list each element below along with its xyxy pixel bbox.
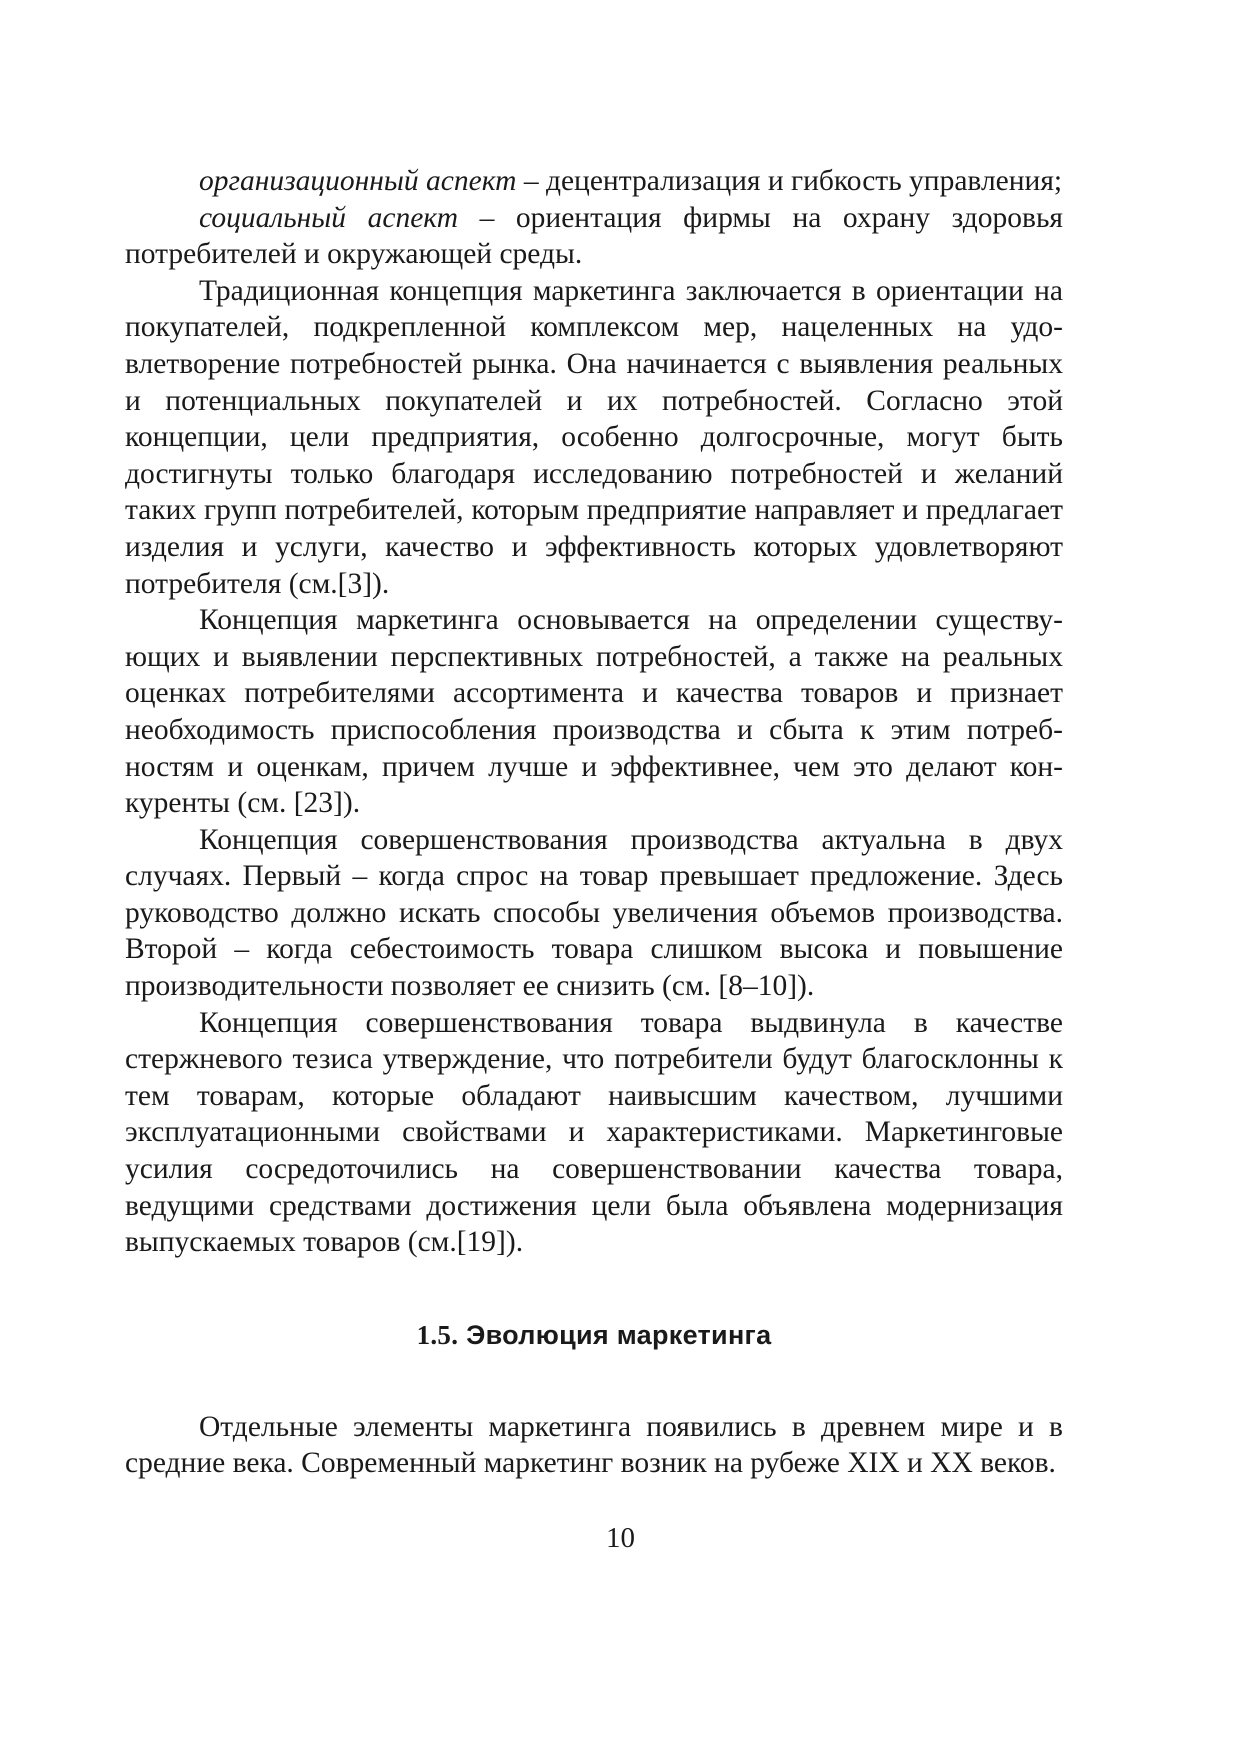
paragraph-evolution-intro: Отдельные элементы маркетинга появились в древнем мире и в средние века. Современный маркетинг возник на рубеже XIX и XX веков.: [125, 1410, 1063, 1480]
paragraph-organizational-aspect: [125, 163, 1063, 200]
page-body: [125, 163, 1063, 1482]
definition-social-aspect: – ориентация фирмы на охрану здоровья потребителей и окружающей среды.: [125, 201, 1063, 271]
paragraph-marketing-concept: Концепция маркетинга основывается на определении существующих и выявлении перспективных потребностей, а также на реальных оценках потребителями ассортимента и качества товаров и признает необходимость приспособления производства и сбыта к этим потребностям и оценкам, причем лучше и эффективнее, чем это делают конкуренты (см. [23]).: [125, 604, 1063, 820]
definition-organizational-aspect: – децентрализация и гибкость управления;: [516, 165, 1063, 197]
paragraph-production-concept: Концепция совершенствования производства актуальна в двух случаях. Первый – когда спрос на товар превышает предложение. Здесь руководство должно искать способы увеличения объемов производства. Второй – когда себестоимость товара слишком высока и повышение производительности позволяет ее снизить (см. [8–10]).: [125, 823, 1063, 1003]
term-social-aspect: социальный аспект: [199, 201, 458, 234]
page-number: 10: [606, 1522, 635, 1554]
paragraph-product-concept: Концепция совершенствования товара выдвинула в качестве стержневого тезиса утверждение, что потребители будут благосклонны к тем товарам, которые обладают наивысшим качеством, лучшими эксплуатационными свойствами и характеристиками. Маркетинговые усилия сосредоточились на совершенствовании качества товара, ведущими средствами достижения цели была объявлена модернизация выпускаемых товаров (см.[19]).: [125, 1006, 1063, 1259]
section-heading: [125, 1317, 1063, 1353]
term-organizational-aspect: организационный аспект: [199, 165, 517, 197]
section-number: 1.5.: [416, 1319, 459, 1350]
paragraph-social-aspect: [125, 200, 1063, 273]
paragraph-traditional-concept: Традиционная концепция маркетинга заключается в ориентации на покупателей, подкрепленной комплексом мер, нацеленных на удовлетворение потребностей рынка. Она начинается с выявления реальных и потенциальных покупателей и их потребностей. Согласно этой концепции, цели предприятия, особенно долгосрочные, могут быть достигнуты только благодаря исследованию потребностей и желаний таких групп потребителей, которым предприятие направляет и предлагает изделия и услуги, качество и эффективность которых удовлетворяют потребителя (см.[3]).: [125, 274, 1063, 600]
section-title: Эволюция маркетинга: [466, 1319, 772, 1350]
